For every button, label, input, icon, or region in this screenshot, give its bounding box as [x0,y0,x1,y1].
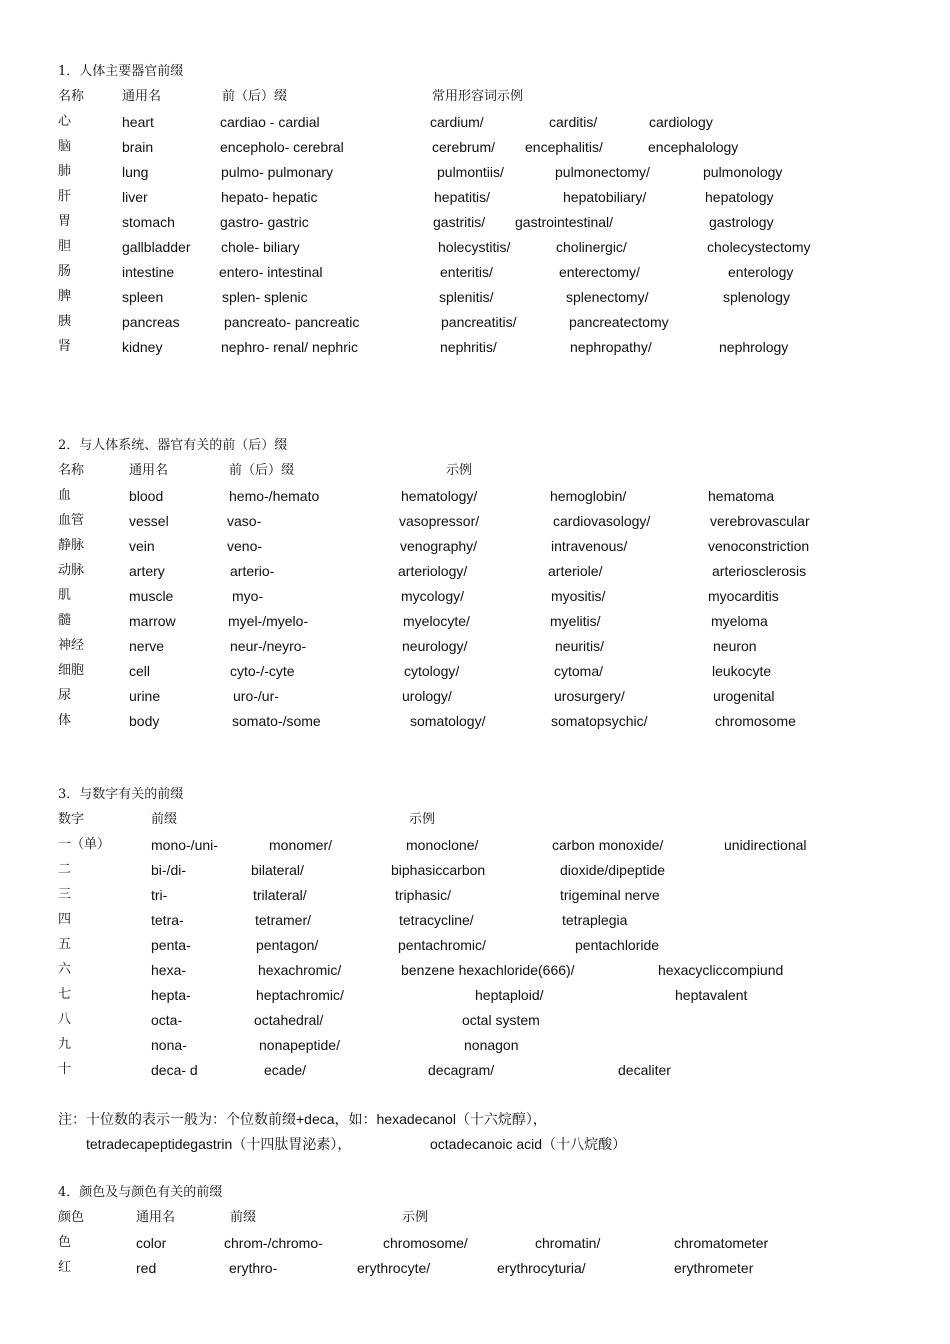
cell: mono-/uni- [151,837,218,853]
cell: 肠 [58,264,72,279]
cell: 八 [58,1012,72,1027]
cell: 细胞 [58,663,85,678]
cell: chromosome [715,713,796,729]
cell: tri- [151,887,168,903]
cell: 脾 [58,289,72,304]
cell: gastro- gastric [220,214,309,230]
cell: octa- [151,1012,183,1028]
cell: carbon monoxide/ [552,837,664,853]
header-cell: 前（后）缀 [222,89,288,104]
cell: ecade/ [264,1062,307,1078]
cell: 三 [58,887,72,902]
cell: kidney [122,339,163,355]
cell: 神经 [58,638,85,653]
cell: somatopsychic/ [551,713,648,729]
cell: nerve [129,638,165,654]
cell: somatology/ [410,713,486,729]
header-cell: 通用名 [136,1210,176,1225]
cell: nonagon [464,1037,519,1053]
cell: neurology/ [402,638,468,654]
cell: 一（单） [58,837,111,852]
cell: hexachromic/ [258,962,342,978]
cell: enterectomy/ [559,264,640,280]
cell: heart [122,114,154,130]
cell: tetracycline/ [399,912,474,928]
cell: neuron [713,638,757,654]
cell: cholinergic/ [556,239,627,255]
cell: 血 [58,488,72,503]
cell: arteriole/ [548,563,603,579]
cell: penta- [151,937,191,953]
cell: enterology [728,264,794,280]
cell: urogenital [713,688,775,704]
header-cell: 数字 [58,812,85,827]
header-cell: 常用形容词示例 [432,89,524,104]
cell: myelitis/ [550,613,601,629]
cell: hepatobiliary/ [563,189,647,205]
cell: tetraplegia [562,912,628,928]
cell: carditis/ [549,114,598,130]
header-cell: 示例 [409,812,436,827]
header-cell: 通用名 [122,89,162,104]
cell: myel-/myelo- [228,613,309,629]
cell: hepatology [705,189,774,205]
cell: stomach [122,214,175,230]
cell: 肺 [58,164,72,179]
cell: muscle [129,588,174,604]
section-title: 4．颜色及与颜色有关的前缀 [58,1185,223,1200]
cell: gastrointestinal/ [515,214,614,230]
cell: veno- [227,538,263,554]
cell: 胃 [58,214,72,229]
cell: arteriosclerosis [712,563,807,579]
cell: hematology/ [401,488,478,504]
cell: 心 [58,114,72,129]
cell: intestine [122,264,175,280]
header-cell: 名称 [58,463,85,478]
cell: encephalitis/ [525,139,603,155]
cell: triphasic/ [395,887,452,903]
header-cell: 示例 [446,463,473,478]
cell: nephrology [719,339,789,355]
cell: 动脉 [58,563,85,578]
cell: somato-/some [232,713,321,729]
cell: cytoma/ [554,663,604,679]
cell: blood [129,488,164,504]
cell: octahedral/ [254,1012,324,1028]
cell: 尿 [58,688,72,703]
cell: hexacycliccompiund [658,962,784,978]
cell: 体 [58,713,72,728]
cell: gastrology [709,214,774,230]
cell: cardiology [649,114,713,130]
cell: cardiao - cardial [220,114,320,130]
cell: 二 [58,862,72,877]
cell: vasopressor/ [399,513,480,529]
cell: leukocyte [712,663,772,679]
cell: splenology [723,289,790,305]
cell: unidirectional [724,837,807,853]
cell: uro-/ur- [233,688,279,704]
cell: pancreato- pancreatic [224,314,360,330]
cell: pulmonectomy/ [555,164,650,180]
cell: myelocyte/ [403,613,470,629]
note-line: tetradecapeptidegastrin（十四肽胃泌素）， [86,1136,352,1152]
cell: benzene hexachloride(666)/ [401,962,575,978]
header-cell: 通用名 [129,463,169,478]
note-line: 注：十位数的表示一般为：个位数前缀+deca，如：hexadecanol（十六烷醇）， [58,1111,547,1127]
cell: 髓 [58,613,72,628]
cell: mycology/ [401,588,465,604]
cell: octal system [462,1012,540,1028]
cell: neuritis/ [555,638,605,654]
cell: nephropathy/ [570,339,652,355]
cell: decagram/ [428,1062,495,1078]
cell: pentachromic/ [398,937,486,953]
cell: splen- splenic [222,289,308,305]
cell: red [136,1260,157,1276]
header-cell: 颜色 [58,1210,85,1225]
cell: heptachromic/ [256,987,344,1003]
cell: tetra- [151,912,184,928]
section-title: 2．与人体系统、器官有关的前（后）缀 [58,438,288,453]
cell: hepato- hepatic [221,189,318,205]
cell: 肾 [58,339,72,354]
cell: pulmonology [703,164,783,180]
cell: pentachloride [575,937,660,953]
cell: 六 [58,962,72,977]
cell: pancreas [122,314,180,330]
cell: tetramer/ [255,912,312,928]
cell: splenectomy/ [566,289,649,305]
cell: 胆 [58,239,72,254]
cell: monoclone/ [406,837,479,853]
cell: lung [122,164,149,180]
cell: 血管 [58,513,85,528]
header-cell: 示例 [402,1210,429,1225]
cell: verebrovascular [710,513,810,529]
cell: 十 [58,1062,72,1077]
header-cell: 前缀 [230,1210,257,1225]
cell: vein [129,538,155,554]
cell: erythrocyte/ [357,1260,431,1276]
cell: hexa- [151,962,187,978]
section-title: 1．人体主要器官前缀 [58,64,184,79]
cell: cardium/ [430,114,484,130]
header-cell: 前缀 [151,812,178,827]
cell: 红 [58,1260,72,1275]
cell: myeloma [711,613,768,629]
cell: gastritis/ [433,214,486,230]
cell: nephro- renal/ nephric [221,339,358,355]
cell: vessel [129,513,169,529]
cell: erythrocyturia/ [497,1260,586,1276]
cell: 四 [58,912,72,927]
cell: nephritis/ [440,339,497,355]
cell: intravenous/ [551,538,628,554]
cell: pancreatectomy [569,314,669,330]
cell: cardiovasology/ [553,513,651,529]
cell: pentagon/ [256,937,319,953]
cell: 五 [58,937,72,952]
cell: pulmo- pulmonary [221,164,334,180]
cell: myocarditis [708,588,779,604]
cell: vaso- [227,513,262,529]
cell: spleen [122,289,164,305]
note-line: octadecanoic acid（十八烷酸） [430,1136,627,1152]
cell: hemoglobin/ [550,488,627,504]
cell: urology/ [402,688,452,704]
cell: deca- d [151,1062,198,1078]
cell: encephalology [648,139,739,155]
cell: venoconstriction [708,538,810,554]
cell: cell [129,663,151,679]
cell: cholecystectomy [707,239,811,255]
cell: enteritis/ [440,264,493,280]
cell: bilateral/ [251,862,304,878]
cell: erythrometer [674,1260,754,1276]
cell: erythro- [229,1260,278,1276]
cell: chrom-/chromo- [224,1235,323,1251]
cell: liver [122,189,148,205]
cell: brain [122,139,154,155]
cell: urosurgery/ [554,688,625,704]
cell: heptavalent [675,987,748,1003]
cell: dioxide/dipeptide [560,862,666,878]
cell: 胰 [58,314,72,329]
cell: cerebrum/ [432,139,496,155]
cell: monomer/ [269,837,333,853]
cell: 脑 [58,139,72,154]
cell: decaliter [618,1062,671,1078]
cell: trigeminal nerve [560,887,660,903]
cell: 肝 [58,189,72,204]
cell: hemo-/hemato [229,488,320,504]
cell: holecystitis/ [438,239,511,255]
cell: urine [129,688,161,704]
cell: trilateral/ [253,887,307,903]
cell: marrow [129,613,176,629]
cell: entero- intestinal [219,264,323,280]
cell: pancreatitis/ [441,314,517,330]
cell: artery [129,563,165,579]
cell: chole- biliary [221,239,300,255]
cell: encepholo- cerebral [220,139,344,155]
cell: color [136,1235,167,1251]
cell: hematoma [708,488,775,504]
cell: hepta- [151,987,191,1003]
cell: chromosome/ [383,1235,468,1251]
cell: body [129,713,160,729]
cell: 静脉 [58,538,85,553]
cell: 七 [58,987,72,1002]
cell: gallbladder [122,239,191,255]
cell: heptaploid/ [475,987,544,1003]
header-cell: 名称 [58,89,85,104]
cell: 九 [58,1037,72,1052]
cell: 肌 [58,588,72,603]
cell: chromatometer [674,1235,769,1251]
cell: nonapeptide/ [259,1037,340,1053]
cell: hepatitis/ [434,189,491,205]
cell: splenitis/ [439,289,494,305]
cell: cyto-/-cyte [230,663,295,679]
cell: arteriology/ [398,563,468,579]
cell: cytology/ [404,663,460,679]
cell: neur-/neyro- [230,638,307,654]
cell: myositis/ [551,588,606,604]
cell: bi-/di- [151,862,187,878]
section-title: 3．与数字有关的前缀 [58,787,184,802]
cell: 色 [58,1235,72,1250]
cell: nona- [151,1037,187,1053]
header-cell: 前（后）缀 [229,463,295,478]
cell: pulmontiis/ [437,164,504,180]
cell: arterio- [230,563,275,579]
cell: venography/ [400,538,478,554]
cell: chromatin/ [535,1235,601,1251]
cell: myo- [232,588,264,604]
cell: biphasiccarbon [391,862,486,878]
